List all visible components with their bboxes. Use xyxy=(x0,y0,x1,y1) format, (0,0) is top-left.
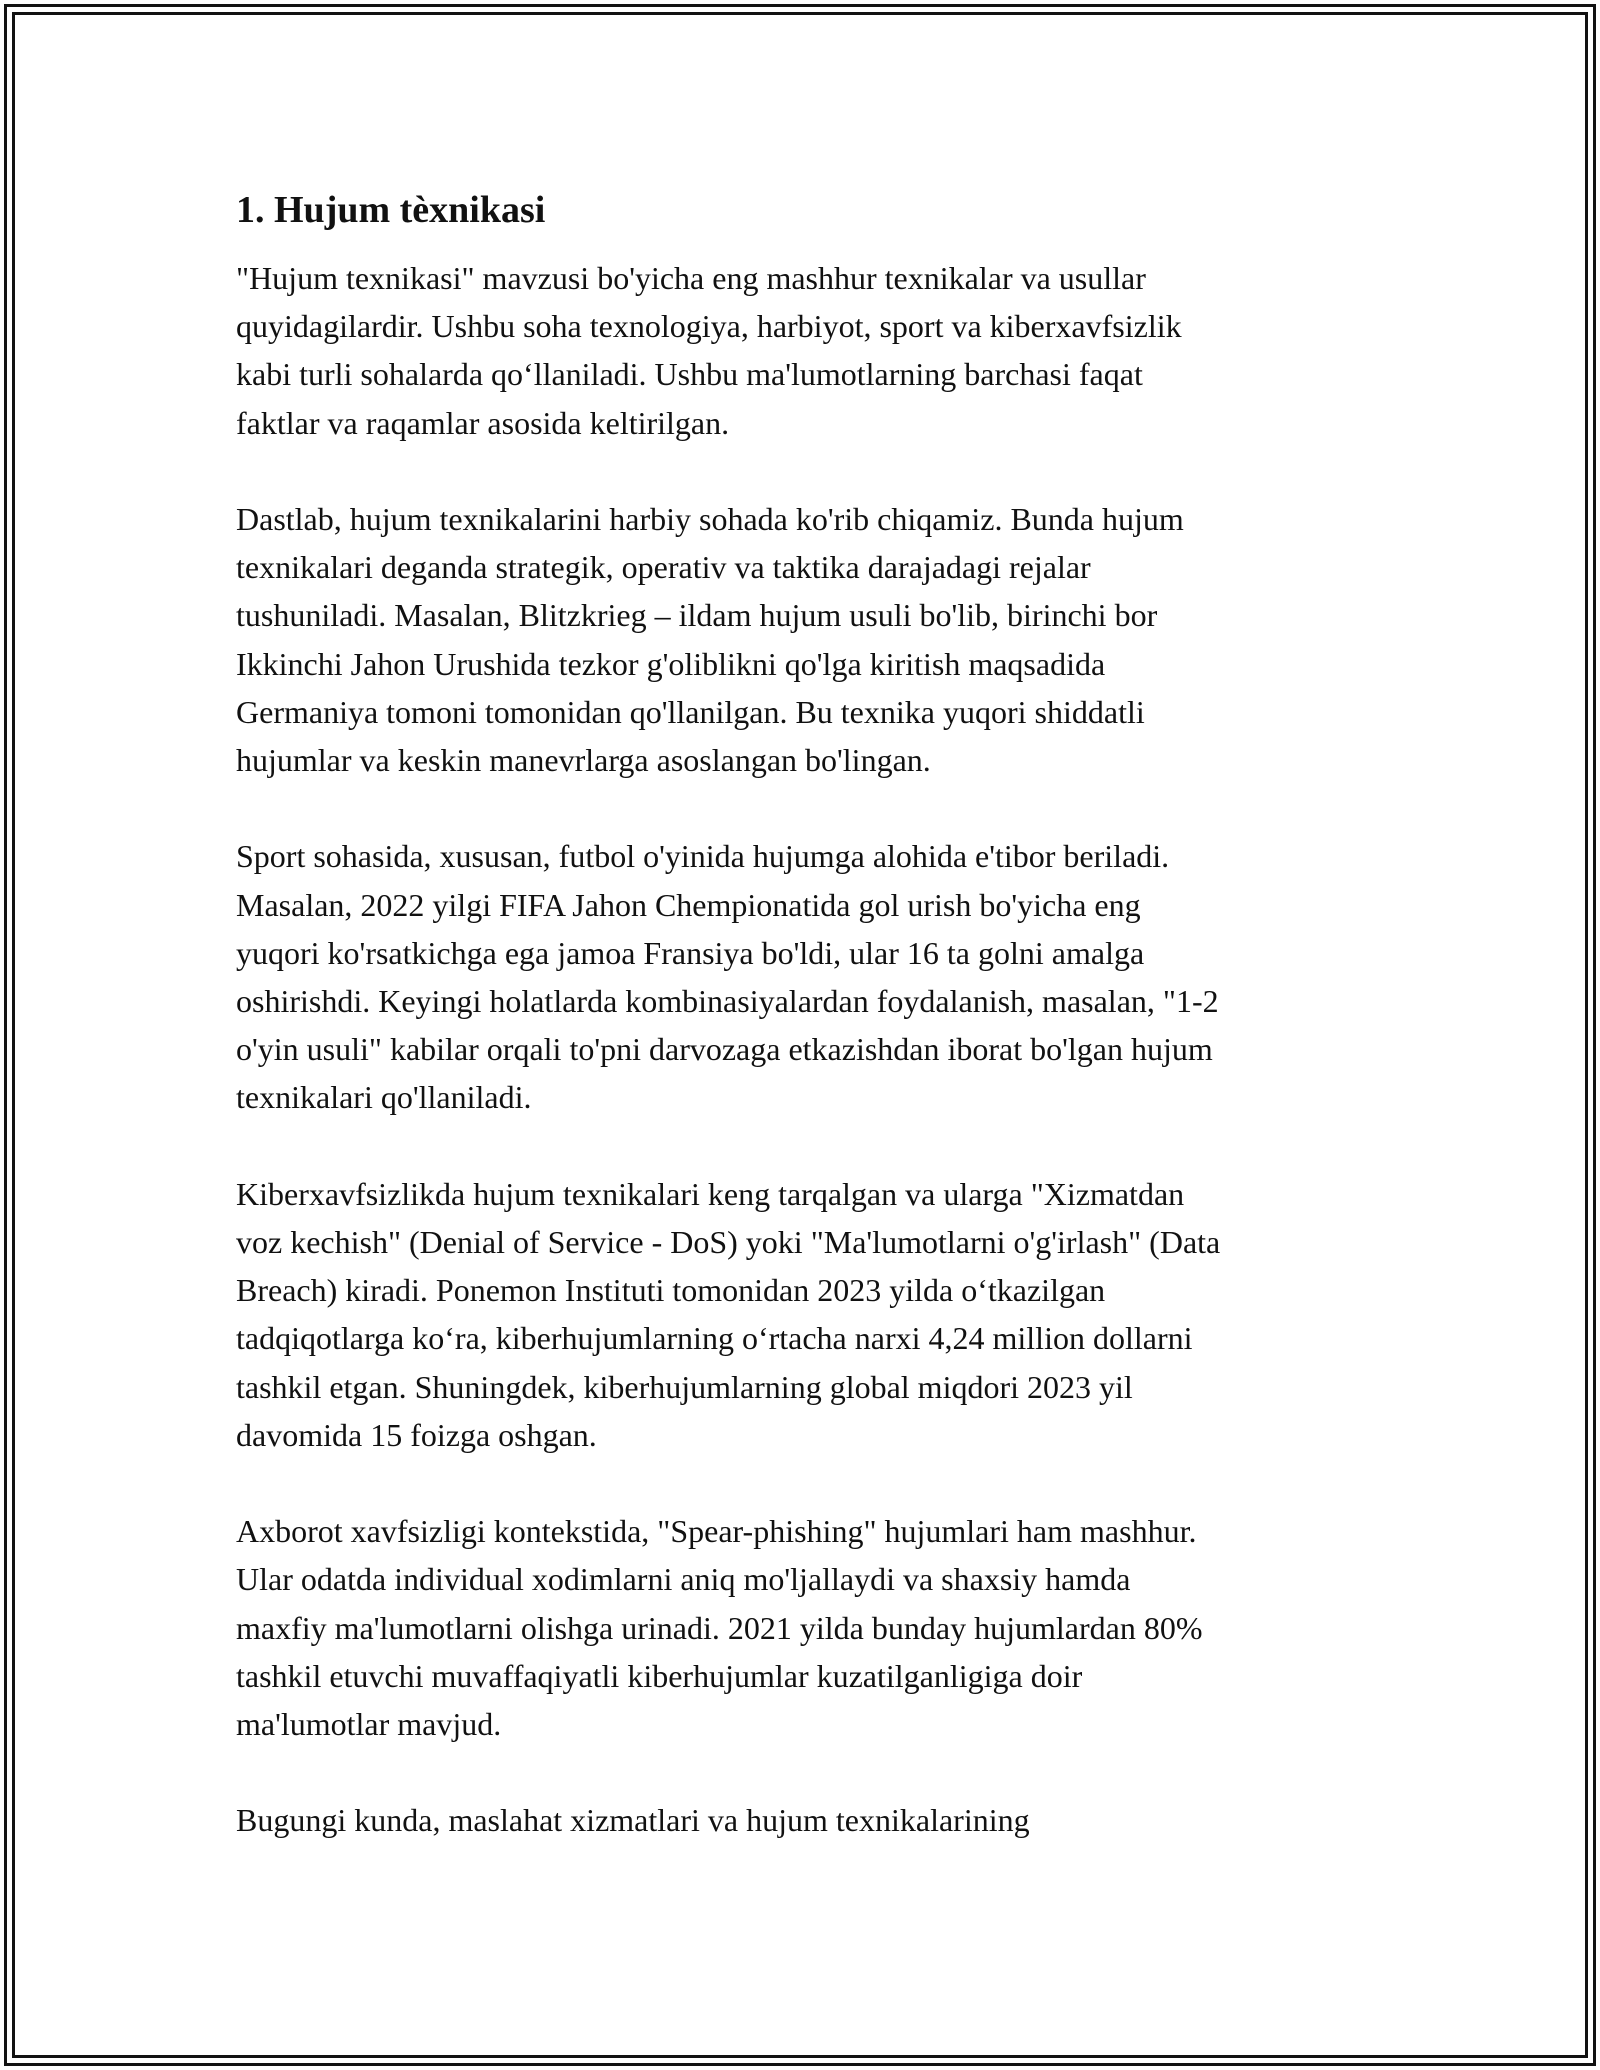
document-body xyxy=(236,186,1376,1845)
document-title: 1. Hujum tèxnikasi xyxy=(236,189,546,231)
paragraph-military: Dastlab, hujum texnikalarini harbiy sohada ko'rib chiqamiz. Bunda hujum texnikalari deganda strategik, operativ va taktika darajadagi rejalar tushuniladi. Masalan, Blitzkrieg – ildam hujum usuli bo'lib, birinchi bor Ikkinchi Jahon Urushida tezkor g'oliblikni qo'lga kiritish maqsadida Germaniya tomoni tomonidan qo'llanilgan. Bu texnika yuqori shiddatli hujumlar va keskin manevrlarga asoslangan bo'lingan. xyxy=(236,501,1184,779)
paragraph-sport: Sport sohasida, xususan, futbol o'yinida hujumga alohida e'tibor beriladi. Masalan, 2022 yilgi FIFA Jahon Chempionatida gol urish bo'yicha eng yuqori ko'rsatkichga ega jamoa Fransiya bo'ldi, ular 16 ta golni amalga oshirishdi. Keyingi holatlarda kombinasiyalardan foydalanish, masalan, "1-2 o'yin usuli" kabilar orqali to'pni darvozaga etkazishdan iborat bo'lgan hujum texnikalari qo'llaniladi. xyxy=(236,838,1219,1116)
paragraph-information-security: Axborot xavfsizligi kontekstida, "Spear-phishing" hujumlari ham mashhur. Ular odatda individual xodimlarni aniq mo'ljallaydi va shaxsiy hamda maxfiy ma'lumotlarni olishga urinadi. 2021 yilda bunday hujumlardan 80% tashkil etuvchi muvaffaqiyatli kiberhujumlar kuzatilganligiga doir ma'lumotlar mavjud. xyxy=(236,1513,1203,1743)
paragraph-today: Bugungi kunda, maslahat xizmatlari va hujum texnikalarining xyxy=(236,1802,1030,1839)
paragraph-cybersecurity: Kiberxavfsizlikda hujum texnikalari keng tarqalgan va ularga "Xizmatdan voz kechish" (Denial of Service - DoS) yoki "Ma'lumotlarni o'g'irlash" (Data Breach) kiradi. Ponemon Instituti tomonidan 2023 yilda o‘tkazilgan tadqiqotlarga ko‘ra, kiberhujumlarning o‘rtacha narxi 4,24 million dollarni tashkil etgan. Shuningdek, kiberhujumlarning global miqdori 2023 yil davomida 15 foizga oshgan. xyxy=(236,1175,1221,1453)
paragraph-intro: "Hujum texnikasi" mavzusi bo'yicha eng mashhur texnikalar va usullar quyidagilardir. Ushbu soha texnologiya, harbiyot, sport va kiberxavfsizlik kabi turli sohalarda qo‘llaniladi. Ushbu ma'lumotlarning barchasi faqat faktlar va raqamlar asosida keltirilgan. xyxy=(236,260,1182,441)
